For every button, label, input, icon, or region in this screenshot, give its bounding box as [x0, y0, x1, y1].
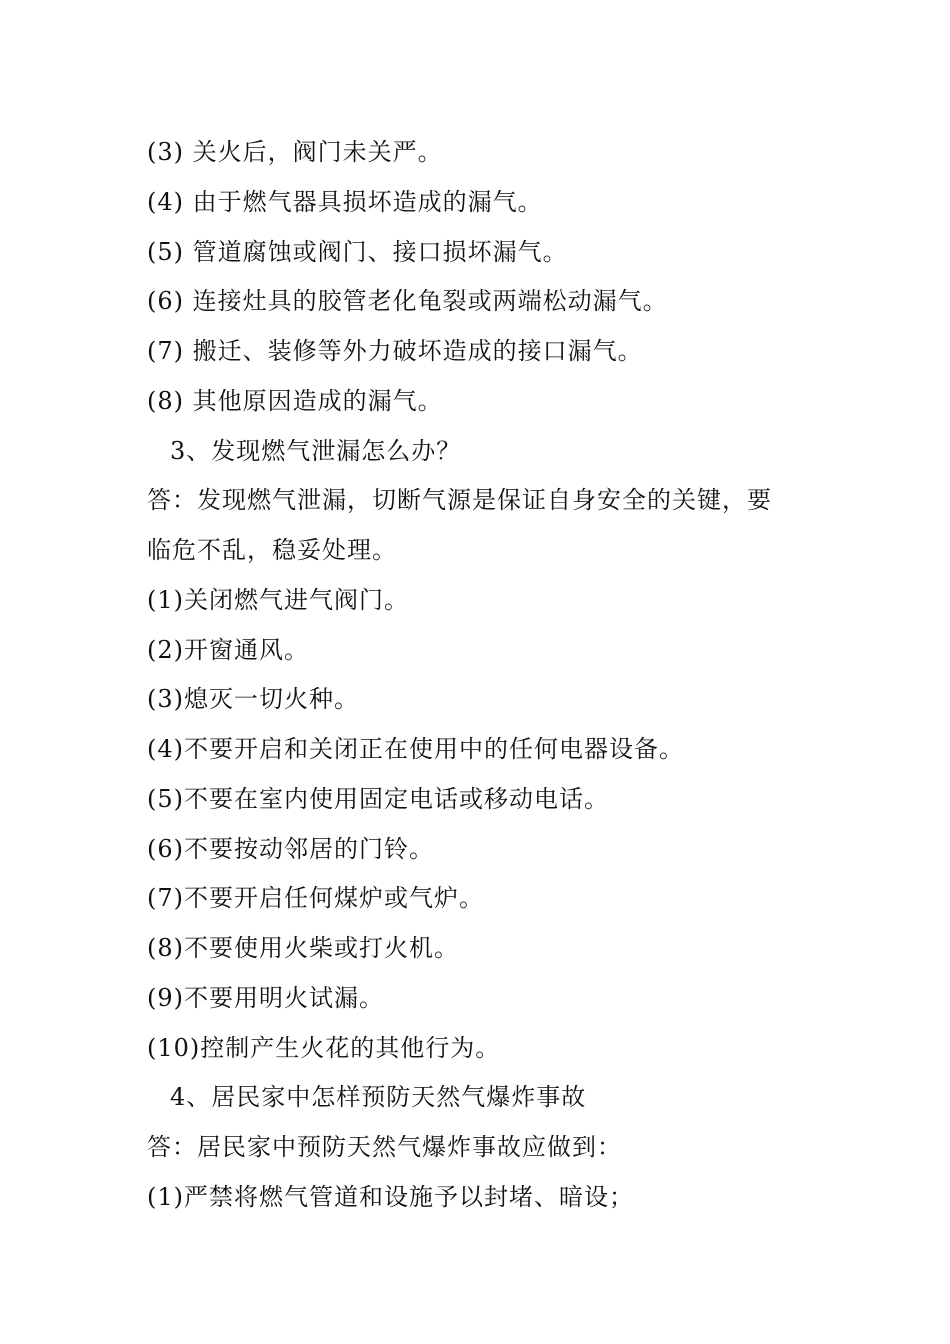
- list-item: (4)不要开启和关闭正在使用中的任何电器设备。: [147, 735, 684, 763]
- answer-paragraph-continued: 临危不乱，稳妥处理。: [147, 536, 397, 564]
- section-heading: 4、居民家中怎样预防天然气爆炸事故: [170, 1083, 587, 1111]
- list-item: (5) 管道腐蚀或阀门、接口损坏漏气。: [147, 238, 568, 266]
- list-item: (10)控制产生火花的其他行为。: [147, 1034, 501, 1062]
- list-item: (3)熄灭一切火种。: [147, 685, 359, 713]
- answer-paragraph: 答：居民家中预防天然气爆炸事故应做到：: [147, 1133, 622, 1161]
- list-item: (5)不要在室内使用固定电话或移动电话。: [147, 785, 609, 813]
- list-item: (7) 搬迁、装修等外力破坏造成的接口漏气。: [147, 337, 643, 365]
- list-item: (4) 由于燃气器具损坏造成的漏气。: [147, 188, 543, 216]
- list-item: (8)不要使用火柴或打火机。: [147, 934, 459, 962]
- section-heading: 3、发现燃气泄漏怎么办？: [170, 437, 462, 465]
- list-item: (6) 连接灶具的胶管老化龟裂或两端松动漏气。: [147, 287, 668, 315]
- list-item: (9)不要用明火试漏。: [147, 984, 384, 1012]
- answer-paragraph: 答：发现燃气泄漏，切断气源是保证自身安全的关键，要: [147, 486, 772, 514]
- list-item: (3) 关火后，阀门未关严。: [147, 138, 443, 166]
- list-item: (6)不要按动邻居的门铃。: [147, 835, 434, 863]
- list-item: (1)关闭燃气进气阀门。: [147, 586, 409, 614]
- list-item: (7)不要开启任何煤炉或气炉。: [147, 884, 484, 912]
- list-item: (8) 其他原因造成的漏气。: [147, 387, 443, 415]
- list-item: (1)严禁将燃气管道和设施予以封堵、暗设；: [147, 1183, 634, 1211]
- list-item: (2)开窗通风。: [147, 636, 309, 664]
